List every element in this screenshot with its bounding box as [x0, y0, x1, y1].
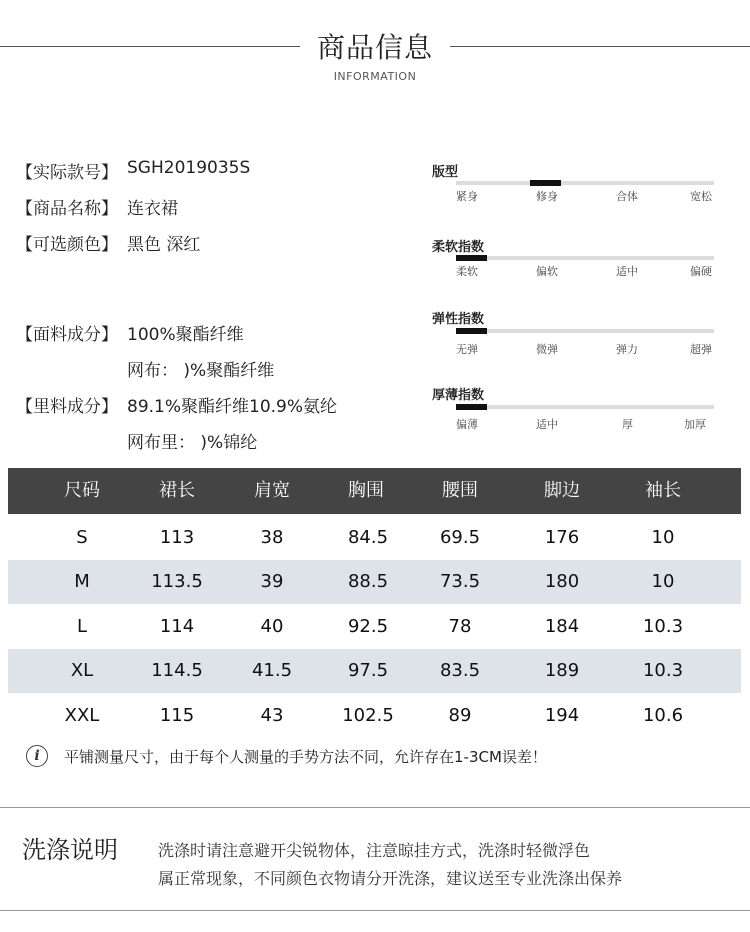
index-option: 宽松 — [690, 190, 712, 203]
table-cell: 78 — [448, 616, 472, 637]
table-cell: 69.5 — [439, 527, 481, 548]
table-cell: 43 — [260, 705, 284, 726]
table-cell: XL — [70, 660, 94, 681]
table-cell: 10 — [651, 527, 675, 548]
info-value-colors: 黑色 深红 — [127, 235, 201, 255]
table-cell: 97.5 — [347, 660, 389, 681]
table-cell: 180 — [544, 571, 580, 592]
table-header-cell: 脚边 — [544, 480, 580, 501]
info-label-fabric: 【面料成分】 — [16, 325, 118, 345]
table-cell: 40 — [260, 616, 284, 637]
wash-text-line: 洗涤时请注意避开尖锐物体，注意晾挂方式，洗涤时轻微浮色 — [158, 841, 591, 860]
table-cell: 184 — [544, 616, 580, 637]
index-title-elasticity: 弹性指数 — [432, 312, 485, 327]
index-marker-thickness — [456, 404, 487, 410]
index-option: 偏硬 — [690, 265, 712, 278]
table-cell: S — [76, 527, 88, 548]
index-title-softness: 柔软指数 — [432, 240, 485, 255]
table-cell: 115 — [159, 705, 195, 726]
info-value-lining: 89.1%聚酯纤维10.9%氨纶 — [127, 397, 338, 417]
index-marker-elasticity — [456, 328, 487, 334]
table-cell: 194 — [544, 705, 580, 726]
index-option: 弹力 — [616, 343, 638, 356]
index-marker-fit — [530, 180, 561, 186]
wash-title: 洗涤说明 — [22, 836, 118, 864]
info-label-colors: 【可选颜色】 — [16, 235, 118, 255]
table-header-cell: 腰围 — [442, 480, 478, 501]
index-option: 柔软 — [456, 265, 478, 278]
table-cell: L — [76, 616, 88, 637]
index-option: 适中 — [616, 265, 638, 278]
info-icon: i — [26, 745, 48, 767]
table-cell: M — [74, 571, 90, 592]
info-value-style-no: SGH2019035S — [127, 158, 251, 178]
table-cell: 114.5 — [151, 660, 203, 681]
table-header-cell: 裙长 — [159, 480, 195, 501]
table-header-cell: 尺码 — [64, 480, 100, 501]
table-cell: 73.5 — [439, 571, 481, 592]
table-cell: 38 — [260, 527, 284, 548]
info-value-mesh: 网布： )%聚酯纤维 — [127, 361, 275, 381]
table-cell: 113.5 — [151, 571, 203, 592]
table-cell: 89 — [448, 705, 472, 726]
table-cell: 189 — [544, 660, 580, 681]
index-track-thickness — [456, 405, 714, 409]
page-title: 商品信息 — [316, 31, 433, 64]
info-value-mesh-lining: 网布里： )%锦纶 — [127, 433, 258, 453]
index-option: 修身 — [536, 190, 558, 203]
index-track-elasticity — [456, 329, 714, 333]
table-cell: 10.3 — [642, 660, 684, 681]
wash-text-line: 属正常现象，不同颜色衣物请分开洗涤，建议送至专业洗涤出保养 — [158, 869, 623, 888]
index-option: 加厚 — [684, 418, 706, 431]
table-cell: 88.5 — [347, 571, 389, 592]
index-option: 超弹 — [690, 343, 712, 356]
index-option: 偏软 — [536, 265, 558, 278]
table-cell: XXL — [64, 705, 100, 726]
table-header-cell: 肩宽 — [254, 480, 290, 501]
index-marker-softness — [456, 255, 487, 261]
info-label-lining: 【里料成分】 — [16, 397, 118, 417]
index-option: 适中 — [536, 418, 558, 431]
index-option: 无弹 — [456, 343, 478, 356]
table-cell: 10.3 — [642, 616, 684, 637]
index-option: 厚 — [622, 418, 633, 431]
info-value-name: 连衣裙 — [127, 199, 178, 219]
table-cell: 114 — [159, 616, 195, 637]
index-track-fit — [456, 181, 714, 185]
table-header-cell: 袖长 — [645, 480, 681, 501]
index-option: 紧身 — [456, 190, 478, 203]
divider — [0, 807, 750, 808]
info-label-style-no: 【实际款号】 — [16, 163, 118, 183]
table-cell: 84.5 — [347, 527, 389, 548]
table-cell: 113 — [159, 527, 195, 548]
table-cell: 176 — [544, 527, 580, 548]
index-track-softness — [456, 256, 714, 260]
table-cell: 83.5 — [439, 660, 481, 681]
table-cell: 39 — [260, 571, 284, 592]
index-option: 微弹 — [536, 343, 558, 356]
index-title-thickness: 厚薄指数 — [432, 388, 485, 403]
info-label-name: 【商品名称】 — [16, 199, 118, 219]
page-subtitle: INFORMATION — [333, 70, 417, 83]
divider — [0, 910, 750, 911]
table-cell: 92.5 — [347, 616, 389, 637]
table-cell: 41.5 — [251, 660, 293, 681]
table-cell: 102.5 — [342, 705, 394, 726]
info-value-fabric: 100%聚酯纤维 — [127, 325, 244, 345]
table-header-cell: 胸围 — [348, 480, 384, 501]
table-cell: 10.6 — [642, 705, 684, 726]
measurement-note: 平铺测量尺寸，由于每个人测量的手势方法不同，允许存在1-3CM误差！ — [64, 748, 547, 766]
table-cell: 10 — [651, 571, 675, 592]
index-option: 偏薄 — [456, 418, 478, 431]
index-title-fit: 版型 — [432, 165, 459, 180]
index-option: 合体 — [616, 190, 638, 203]
